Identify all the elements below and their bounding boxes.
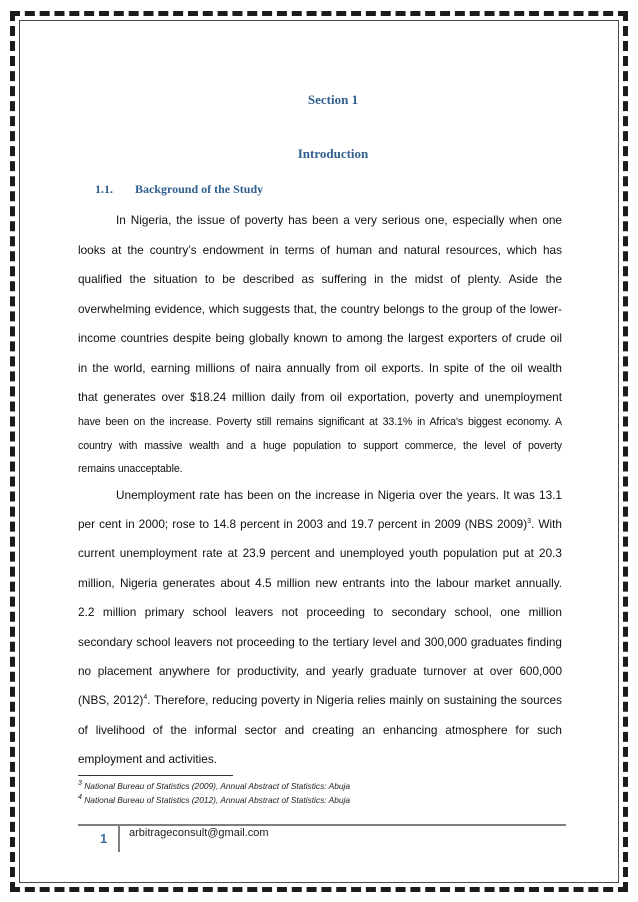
text-line: overwhelming evidence, which suggests that, the country belongs to the group of the lower- [78,302,562,316]
text-run: . With [531,517,562,531]
footnote-separator [78,775,233,776]
footnote-mark: 4 [78,794,82,802]
subsection-title: Background of the Study [135,182,264,196]
text-line: no placement anywhere for productivity, and yearly graduate turnover at over 600,000 [78,664,562,678]
subsection-heading [95,182,263,197]
text-run: (NBS, 2012) [78,693,144,707]
footnote-text: National Bureau of Statistics (2012), Annual Abstract of Statistics: Abuja [81,795,351,805]
text-line: looks at the country’s endowment in terms of human and natural resources, which has [78,243,562,257]
text-run: per cent in 2000; rose to 14.8 percent in 2003 and 19.7 percent in 2009 (NBS 2009) [78,517,528,531]
footnote-mark: 3 [78,780,82,788]
footnote-ref: 4 [143,694,148,702]
footnote-text: National Bureau of Statistics (2009), Annual Abstract of Statistics: Abuja [81,781,351,791]
subsection-number: 1.1. [95,182,113,196]
chapter-title: Introduction [297,146,369,161]
footer-rule [78,824,566,826]
section-heading: Section 1 [307,92,359,107]
text-line: remains unacceptable. [78,463,183,475]
text-line: qualified the situation to be described as suffering in the midst of plenty. Aside the [78,272,562,286]
text-line [78,517,562,531]
text-line: secondary school leavers not proceeding to the tertiary level and 300,000 graduates finding [78,635,562,649]
text-line: current unemployment rate at 23.9 percent and unemployed youth population put at 20.3 [78,546,562,560]
text-line: in the world, earning millions of naira annually from oil exports. In spite of the oil wealth [78,361,562,375]
footer-divider [118,826,120,852]
footer-email: arbitrageconsult@gmail.com [129,827,269,839]
footnote [78,781,350,791]
page-number: 1 [100,831,108,846]
text-line: 2.2 million primary school leavers not proceeding to secondary school, one million [78,605,562,619]
footnote [78,795,350,805]
text-line: have been on the increase. Poverty still remains significant at 33.1% in Africa's biggest economy. A [78,416,562,428]
text-line: million, Nigeria generates about 4.5 million new entrants into the labour market annually. [78,576,562,590]
footnote-ref: 3 [527,518,532,526]
text-run: . Therefore, reducing poverty in Nigeria relies mainly on sustaining the sources [147,693,562,707]
text-line: employment and activities. [78,752,218,766]
text-line: income countries despite being globally known to among the largest exporters of crude oil [78,331,562,345]
text-line: that generates over $18.24 million daily from oil exportation, poverty and unemployment [78,390,562,404]
text-line: of livelihood of the informal sector and creating an enhancing atmosphere for such [78,723,562,737]
text-line: In Nigeria, the issue of poverty has been a very serious one, especially when one [116,213,562,227]
text-line: Unemployment rate has been on the increase in Nigeria over the years. It was 13.1 [116,488,562,502]
text-line [78,693,562,707]
text-line: country with massive wealth and a huge population to support commerce, the level of poverty [78,440,562,452]
